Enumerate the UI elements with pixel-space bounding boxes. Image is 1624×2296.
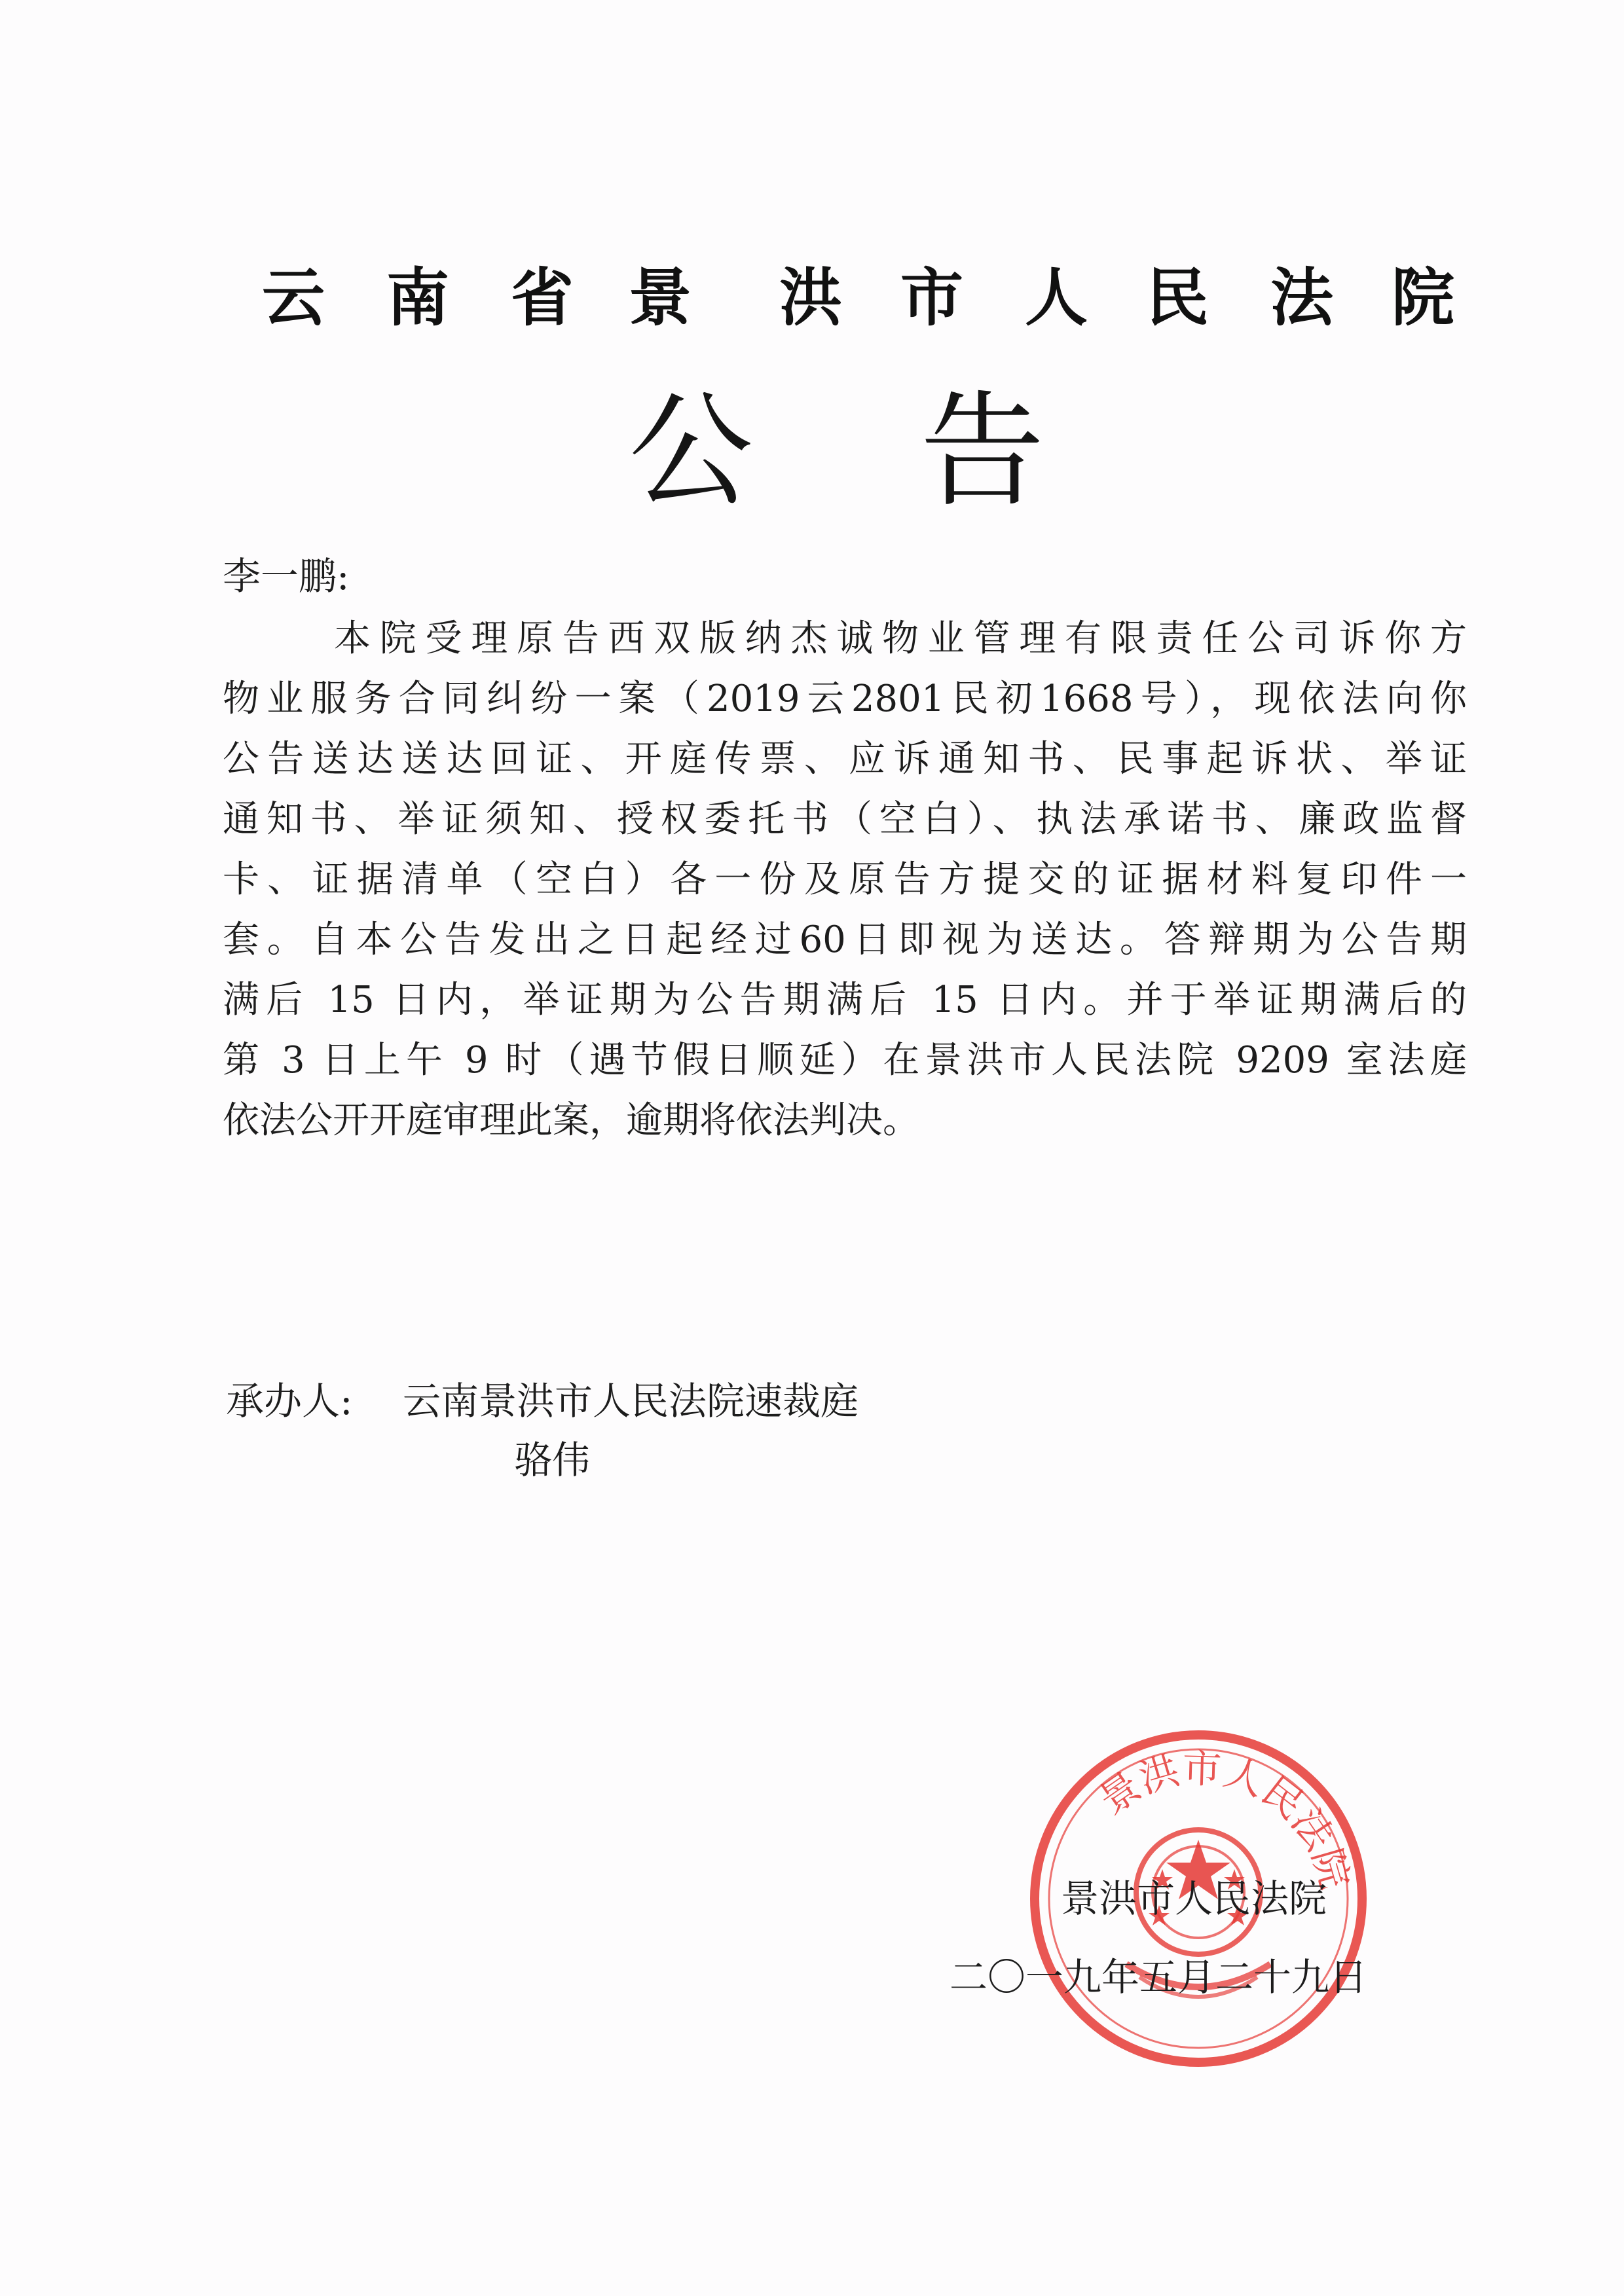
body-line: 卡、证据清单（空白）各一份及原告方提交的证据材料复印件一 (223, 858, 1467, 901)
handler-department: 云南景洪市人民法院速裁庭 (403, 1379, 859, 1423)
court-name-char: 景 (629, 261, 692, 335)
addressee: 李一鹏: (223, 554, 350, 598)
notice-title-char: 告 (920, 379, 1045, 524)
notice-title (629, 379, 1048, 524)
court-name-char: 院 (1392, 261, 1454, 335)
court-name-char: 人 (1025, 261, 1088, 335)
notice-title-char: 公 (629, 379, 754, 524)
body-line: 通知书、举证须知、授权委托书（空白）、执法承诺书、廉政监督 (223, 798, 1467, 841)
handler-label: 承办人: (226, 1379, 353, 1423)
court-name-char: 洪 (779, 261, 842, 335)
court-name-heading (262, 249, 1467, 347)
signature-court: 景洪市人民法院 (1061, 1876, 1327, 1921)
body-line: 依法公开开庭审理此案，逾期将依法判决。 (223, 1099, 919, 1142)
court-name-char: 市 (900, 261, 963, 335)
handler-name: 骆伟 (514, 1438, 591, 1482)
court-name-char: 南 (386, 261, 449, 335)
court-name-char: 法 (1270, 261, 1333, 335)
court-name-char: 云 (262, 261, 325, 335)
seal-text-path: 景洪市人民法院 (1091, 1745, 1358, 1895)
body-line: 物业服务合同纠纷一案（2019云2801民初1668号），现依法向你 (223, 678, 1467, 720)
body-line: 公告送达送达回证、开庭传票、应诉通知书、民事起诉状、举证 (223, 738, 1467, 780)
signature-date: 二〇一九年五月二十九日 (950, 1955, 1368, 1999)
body-line: 满后 15 日内，举证期为公告期满后 15 日内。并于举证期满后的 (223, 979, 1467, 1021)
body-line: 第 3 日上午 9 时（遇节假日顺延）在景洪市人民法院 9209 室法庭 (223, 1039, 1467, 1082)
court-name-char: 省 (511, 261, 574, 335)
body-line: 本院受理原告西双版纳杰诚物业管理有限责任公司诉你方 (334, 617, 1467, 660)
body-line: 套。自本公告发出之日起经过60日即视为送达。答辩期为公告期 (223, 919, 1467, 961)
court-name-char: 民 (1146, 261, 1209, 335)
